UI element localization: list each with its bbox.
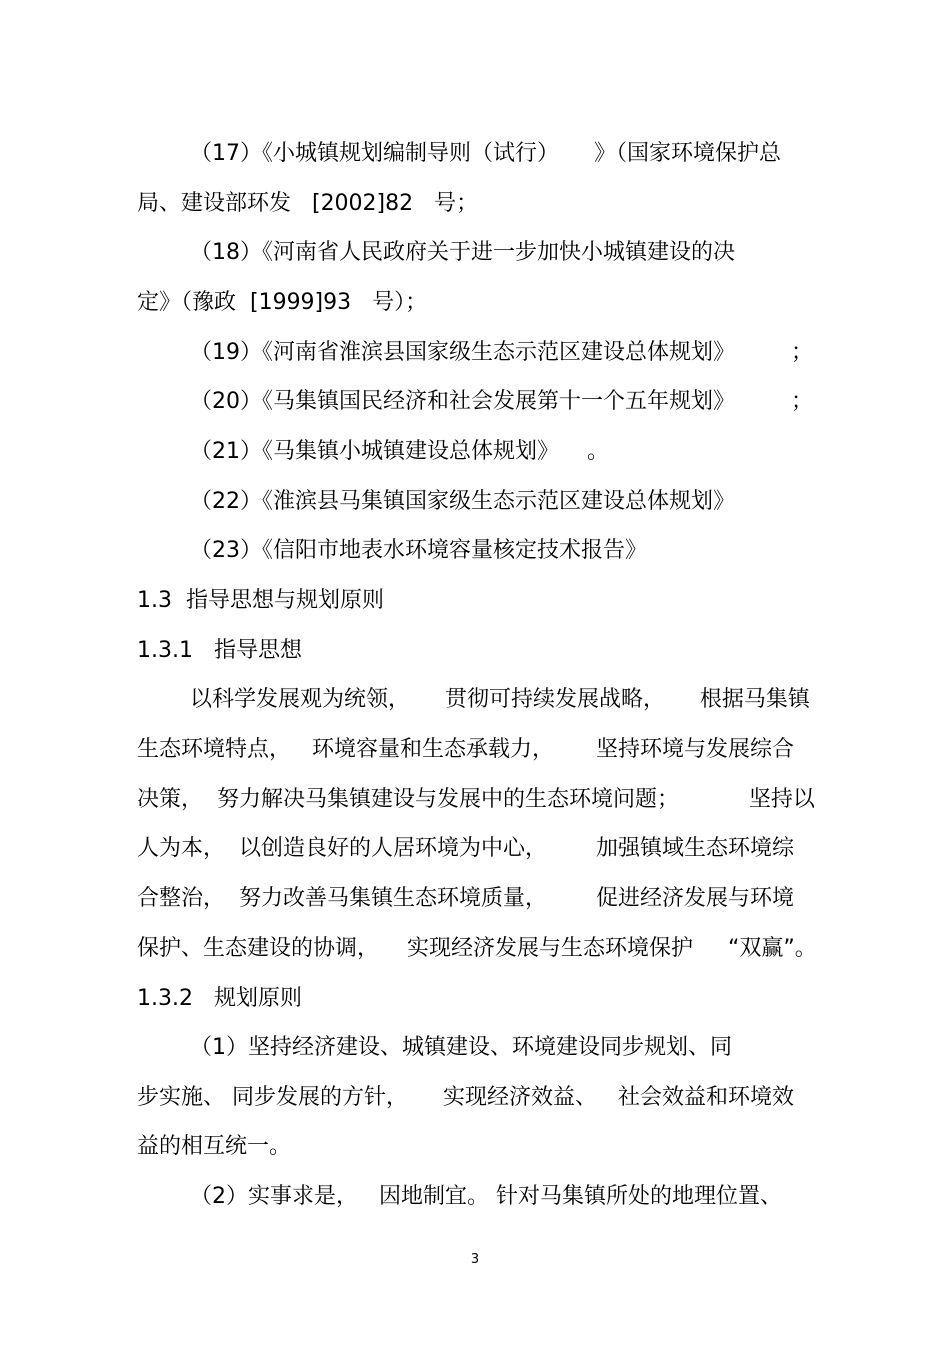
reference-23: （23）《信阳市地表水环境容量核定技术报告》 bbox=[190, 538, 647, 563]
principle-1-line-2: 步实施、 同步发展的方针， 实现经济效益、 社会效益和环境效 bbox=[137, 1085, 794, 1110]
guiding-paragraph-line-1: 以科学发展观为统领， 贯彻可持续发展战略， 根据马集镇 bbox=[190, 687, 810, 712]
section-1-3-1-heading: 1.3.1 指导思想 bbox=[137, 638, 302, 663]
section-1-3-heading: 1.3 指导思想与规划原则 bbox=[137, 588, 384, 613]
guiding-paragraph-line-5: 合整治， 努力改善马集镇生态环境质量， 促进经济发展与环境 bbox=[137, 886, 794, 911]
guiding-paragraph-line-3: 决策， 努力解决马集镇建设与发展中的生态环境问题； 坚持以 bbox=[137, 787, 815, 812]
reference-18-line-2: 定》（豫政 [1999]93 号）； bbox=[137, 290, 428, 315]
guiding-paragraph-line-4: 人为本， 以创造良好的人居环境为中心， 加强镇域生态环境综 bbox=[137, 836, 794, 861]
reference-17-line-2: 局、建设部环发 [2002]82 号； bbox=[137, 191, 479, 216]
reference-21: （21）《马集镇小城镇建设总体规划》 。 bbox=[190, 439, 609, 464]
reference-19: （19）《河南省淮滨县国家级生态示范区建设总体规划》 ； bbox=[190, 340, 813, 365]
guiding-paragraph-line-6: 保护、生态建设的协调， 实现经济发展与生态环境保护 “双赢”。 bbox=[137, 936, 817, 961]
principle-1-line-1: （1）坚持经济建设、城镇建设、环境建设同步规划、同 bbox=[190, 1035, 732, 1060]
reference-17-line-1: （17）《小城镇规划编制导则（试行） 》（国家环境保护总 bbox=[190, 141, 781, 166]
page-number: 3 bbox=[470, 1252, 480, 1267]
guiding-paragraph-line-2: 生态环境特点， 环境容量和生态承载力， 坚持环境与发展综合 bbox=[137, 737, 794, 762]
principle-1-line-3: 益的相互统一。 bbox=[137, 1134, 292, 1159]
reference-22: （22）《淮滨县马集镇国家级生态示范区建设总体规划》 bbox=[190, 489, 735, 514]
reference-20: （20）《马集镇国民经济和社会发展第十一个五年规划》 ； bbox=[190, 389, 813, 414]
principle-2-line-1: （2）实事求是， 因地制宜。 针对马集镇所处的地理位置、 bbox=[190, 1184, 782, 1209]
section-1-3-2-heading: 1.3.2 规划原则 bbox=[137, 986, 302, 1011]
reference-18-line-1: （18）《河南省人民政府关于进一步加快小城镇建设的决 bbox=[190, 240, 735, 265]
